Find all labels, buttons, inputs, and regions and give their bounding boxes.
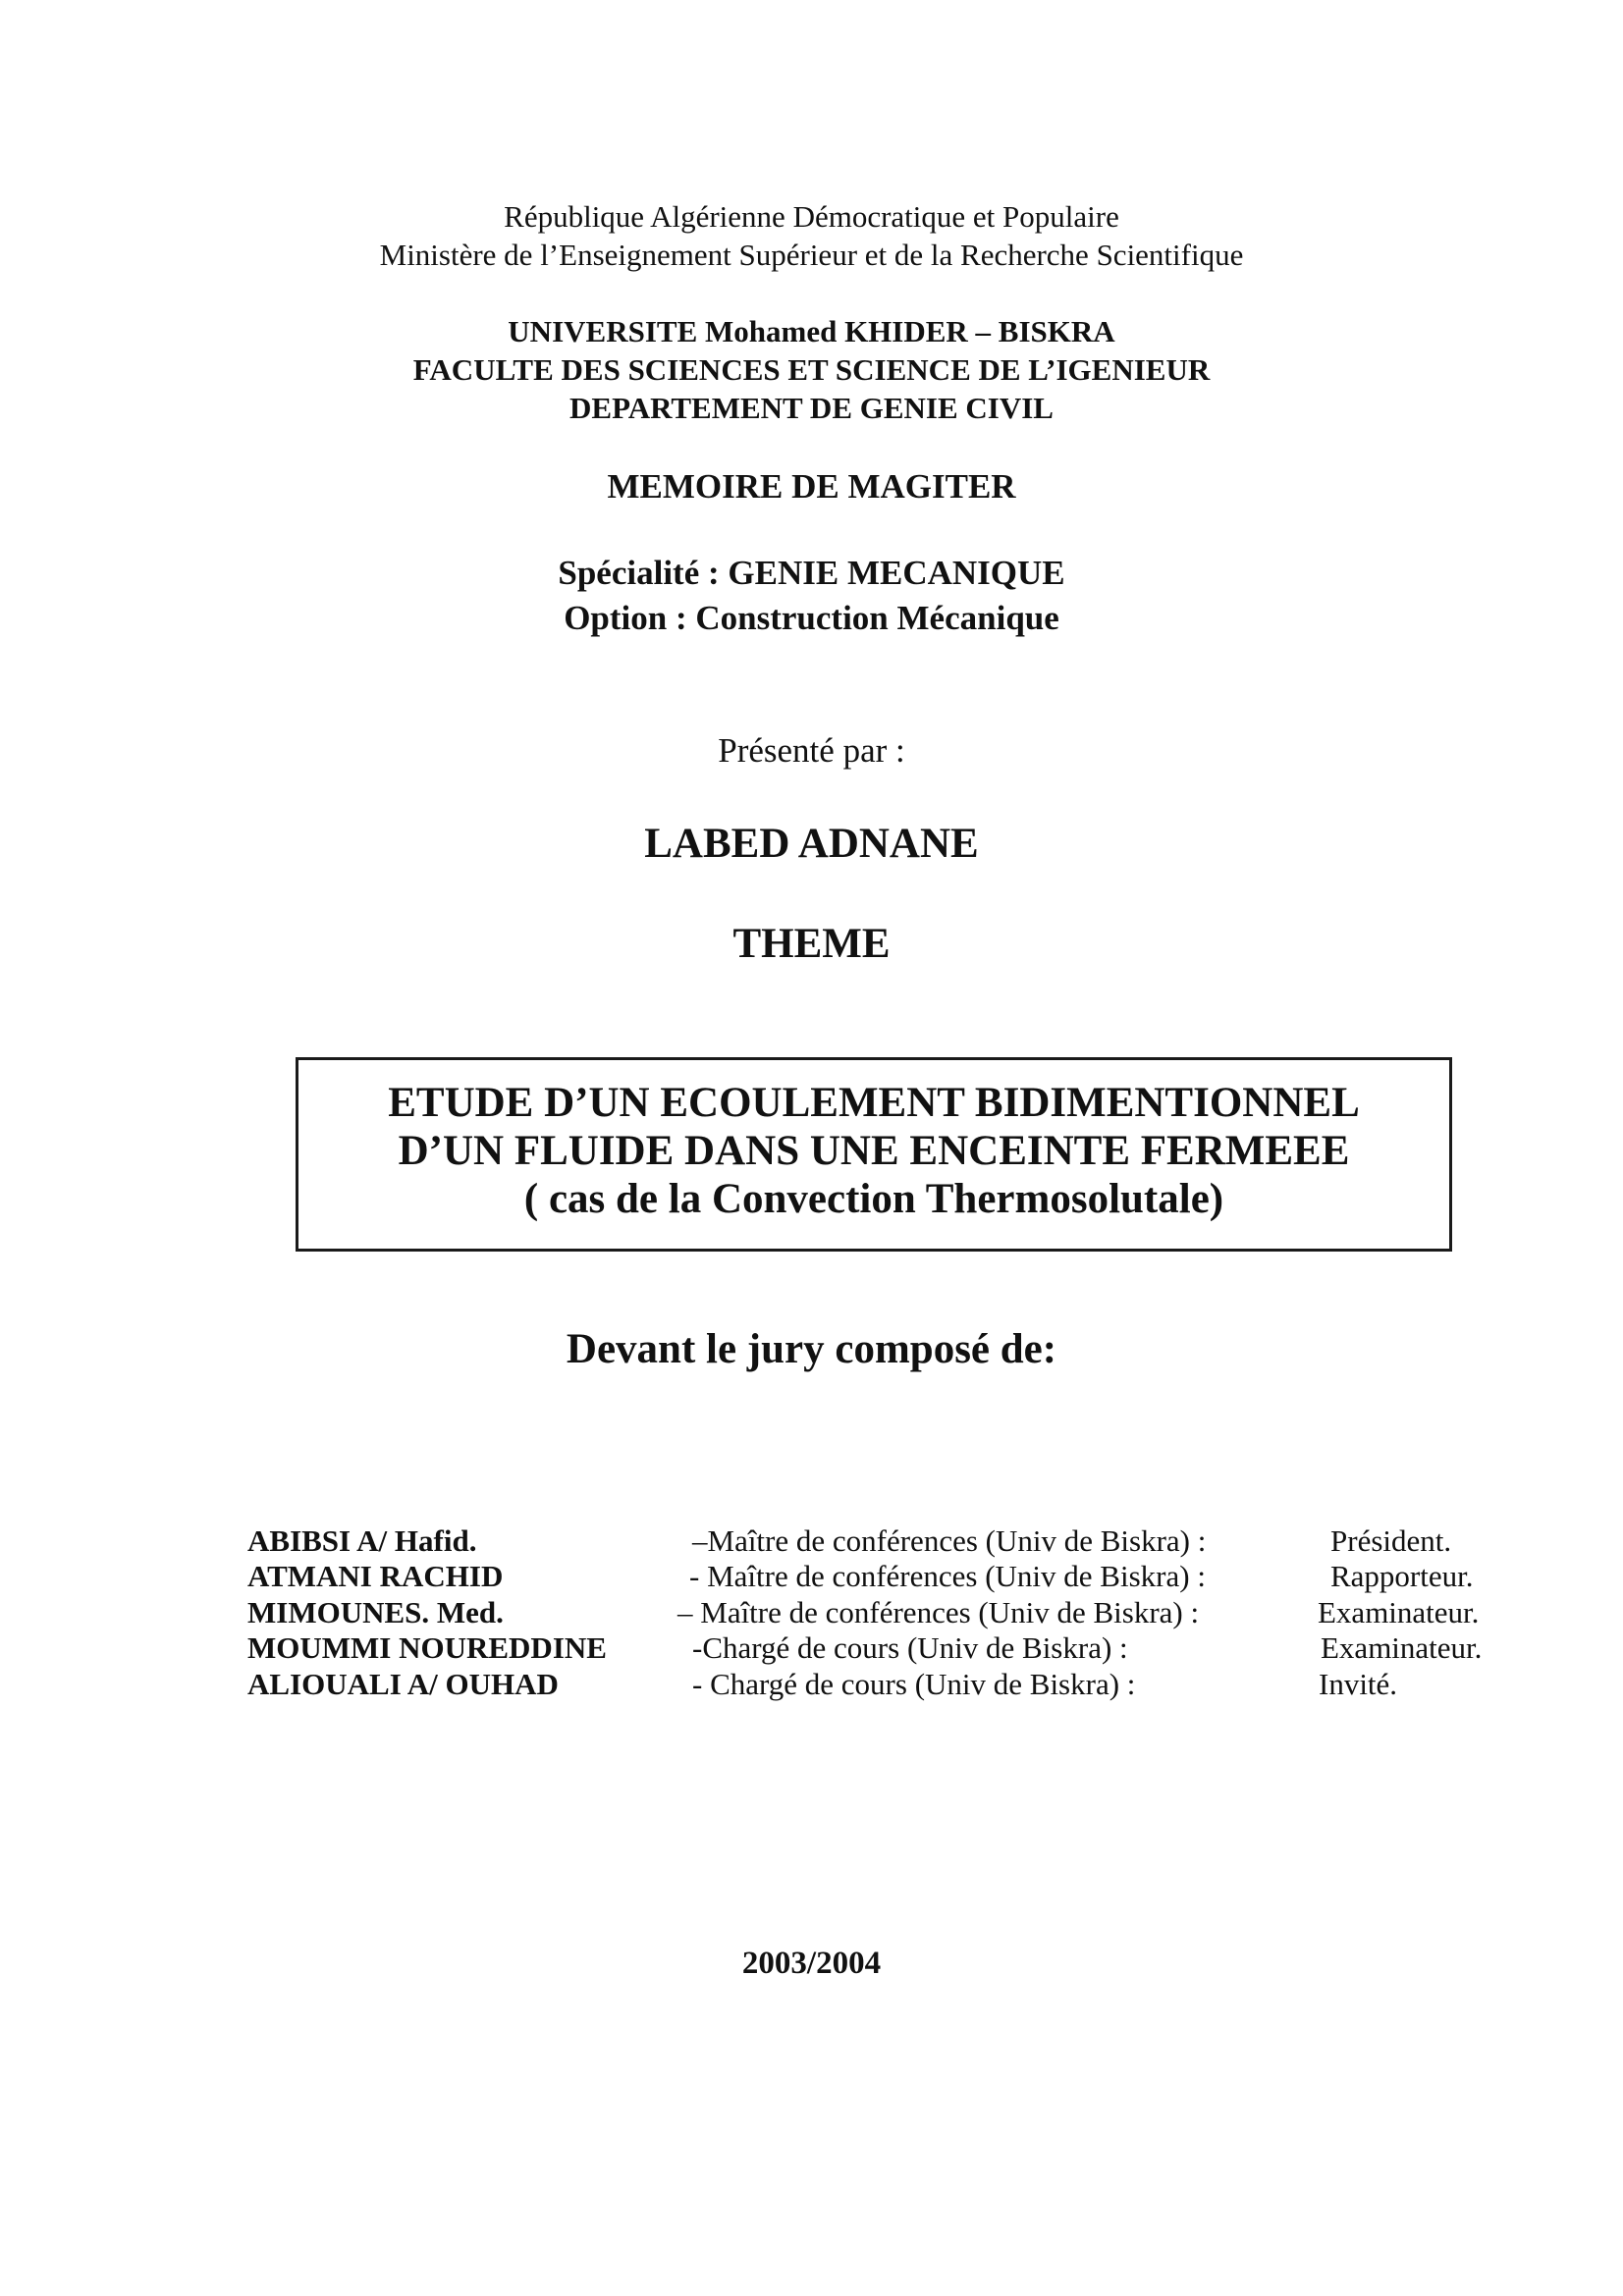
- option-line: Option : Construction Mécanique: [564, 599, 1059, 637]
- jury-name: ALIOUALI A/ OUHAD: [247, 1667, 559, 1701]
- theme-box: [296, 1057, 1452, 1252]
- academic-year: 2003/2004: [741, 1946, 882, 1981]
- jury-title: - Maître de conférences (Univ de Biskra) :: [689, 1559, 1206, 1593]
- republic-line: République Algérienne Démocratique et Populaire: [504, 199, 1119, 234]
- jury-role: Examinateur.: [1321, 1630, 1483, 1665]
- jury-title: – Maître de conférences (Univ de Biskra) :: [677, 1595, 1200, 1629]
- jury-member-row: [0, 1525, 1623, 1561]
- theme-label: THEME: [732, 921, 891, 967]
- presented-by-label: Présenté par :: [718, 731, 905, 770]
- jury-name: MIMOUNES. Med.: [247, 1595, 504, 1629]
- jury-role: Examinateur.: [1318, 1595, 1480, 1629]
- jury-name: MOUMMI NOUREDDINE: [247, 1630, 607, 1665]
- university-line: UNIVERSITE Mohamed KHIDER – BISKRA: [508, 314, 1115, 348]
- jury-title: - Chargé de cours (Univ de Biskra) :: [692, 1667, 1136, 1701]
- jury-title: -Chargé de cours (Univ de Biskra) :: [692, 1630, 1128, 1665]
- ministry-line: Ministère de l’Enseignement Supérieur et de la Recherche Scientifique: [379, 238, 1244, 272]
- theme-title-line-1: ETUDE D’UN ECOULEMENT BIDIMENTIONNEL: [388, 1080, 1360, 1126]
- theme-title-line-2: D’UN FLUIDE DANS UNE ENCEINTE FERMEEE: [398, 1128, 1350, 1174]
- specialty-line: Spécialité : GENIE MECANIQUE: [558, 554, 1065, 592]
- jury-member-row: [0, 1632, 1623, 1668]
- department-line: DEPARTEMENT DE GENIE CIVIL: [569, 391, 1054, 425]
- jury-heading: Devant le jury composé de:: [566, 1326, 1057, 1372]
- jury-member-row: [0, 1597, 1623, 1632]
- faculty-line: FACULTE DES SCIENCES ET SCIENCE DE L’IGENIEUR: [412, 352, 1211, 387]
- theme-subtitle: ( cas de la Convection Thermosolutale): [523, 1176, 1224, 1222]
- jury-role: Invité.: [1319, 1667, 1398, 1701]
- jury-name: ABIBSI A/ Hafid.: [247, 1523, 477, 1558]
- jury-member-row: [0, 1669, 1623, 1704]
- author-name: LABED ADNANE: [644, 821, 979, 867]
- jury-role: Président.: [1330, 1523, 1452, 1558]
- jury-role: Rapporteur.: [1330, 1559, 1474, 1593]
- jury-member-row: [0, 1561, 1623, 1596]
- jury-title: –Maître de conférences (Univ de Biskra) :: [692, 1523, 1207, 1558]
- jury-name: ATMANI RACHID: [247, 1559, 504, 1593]
- document-type: MEMOIRE DE MAGITER: [607, 467, 1016, 506]
